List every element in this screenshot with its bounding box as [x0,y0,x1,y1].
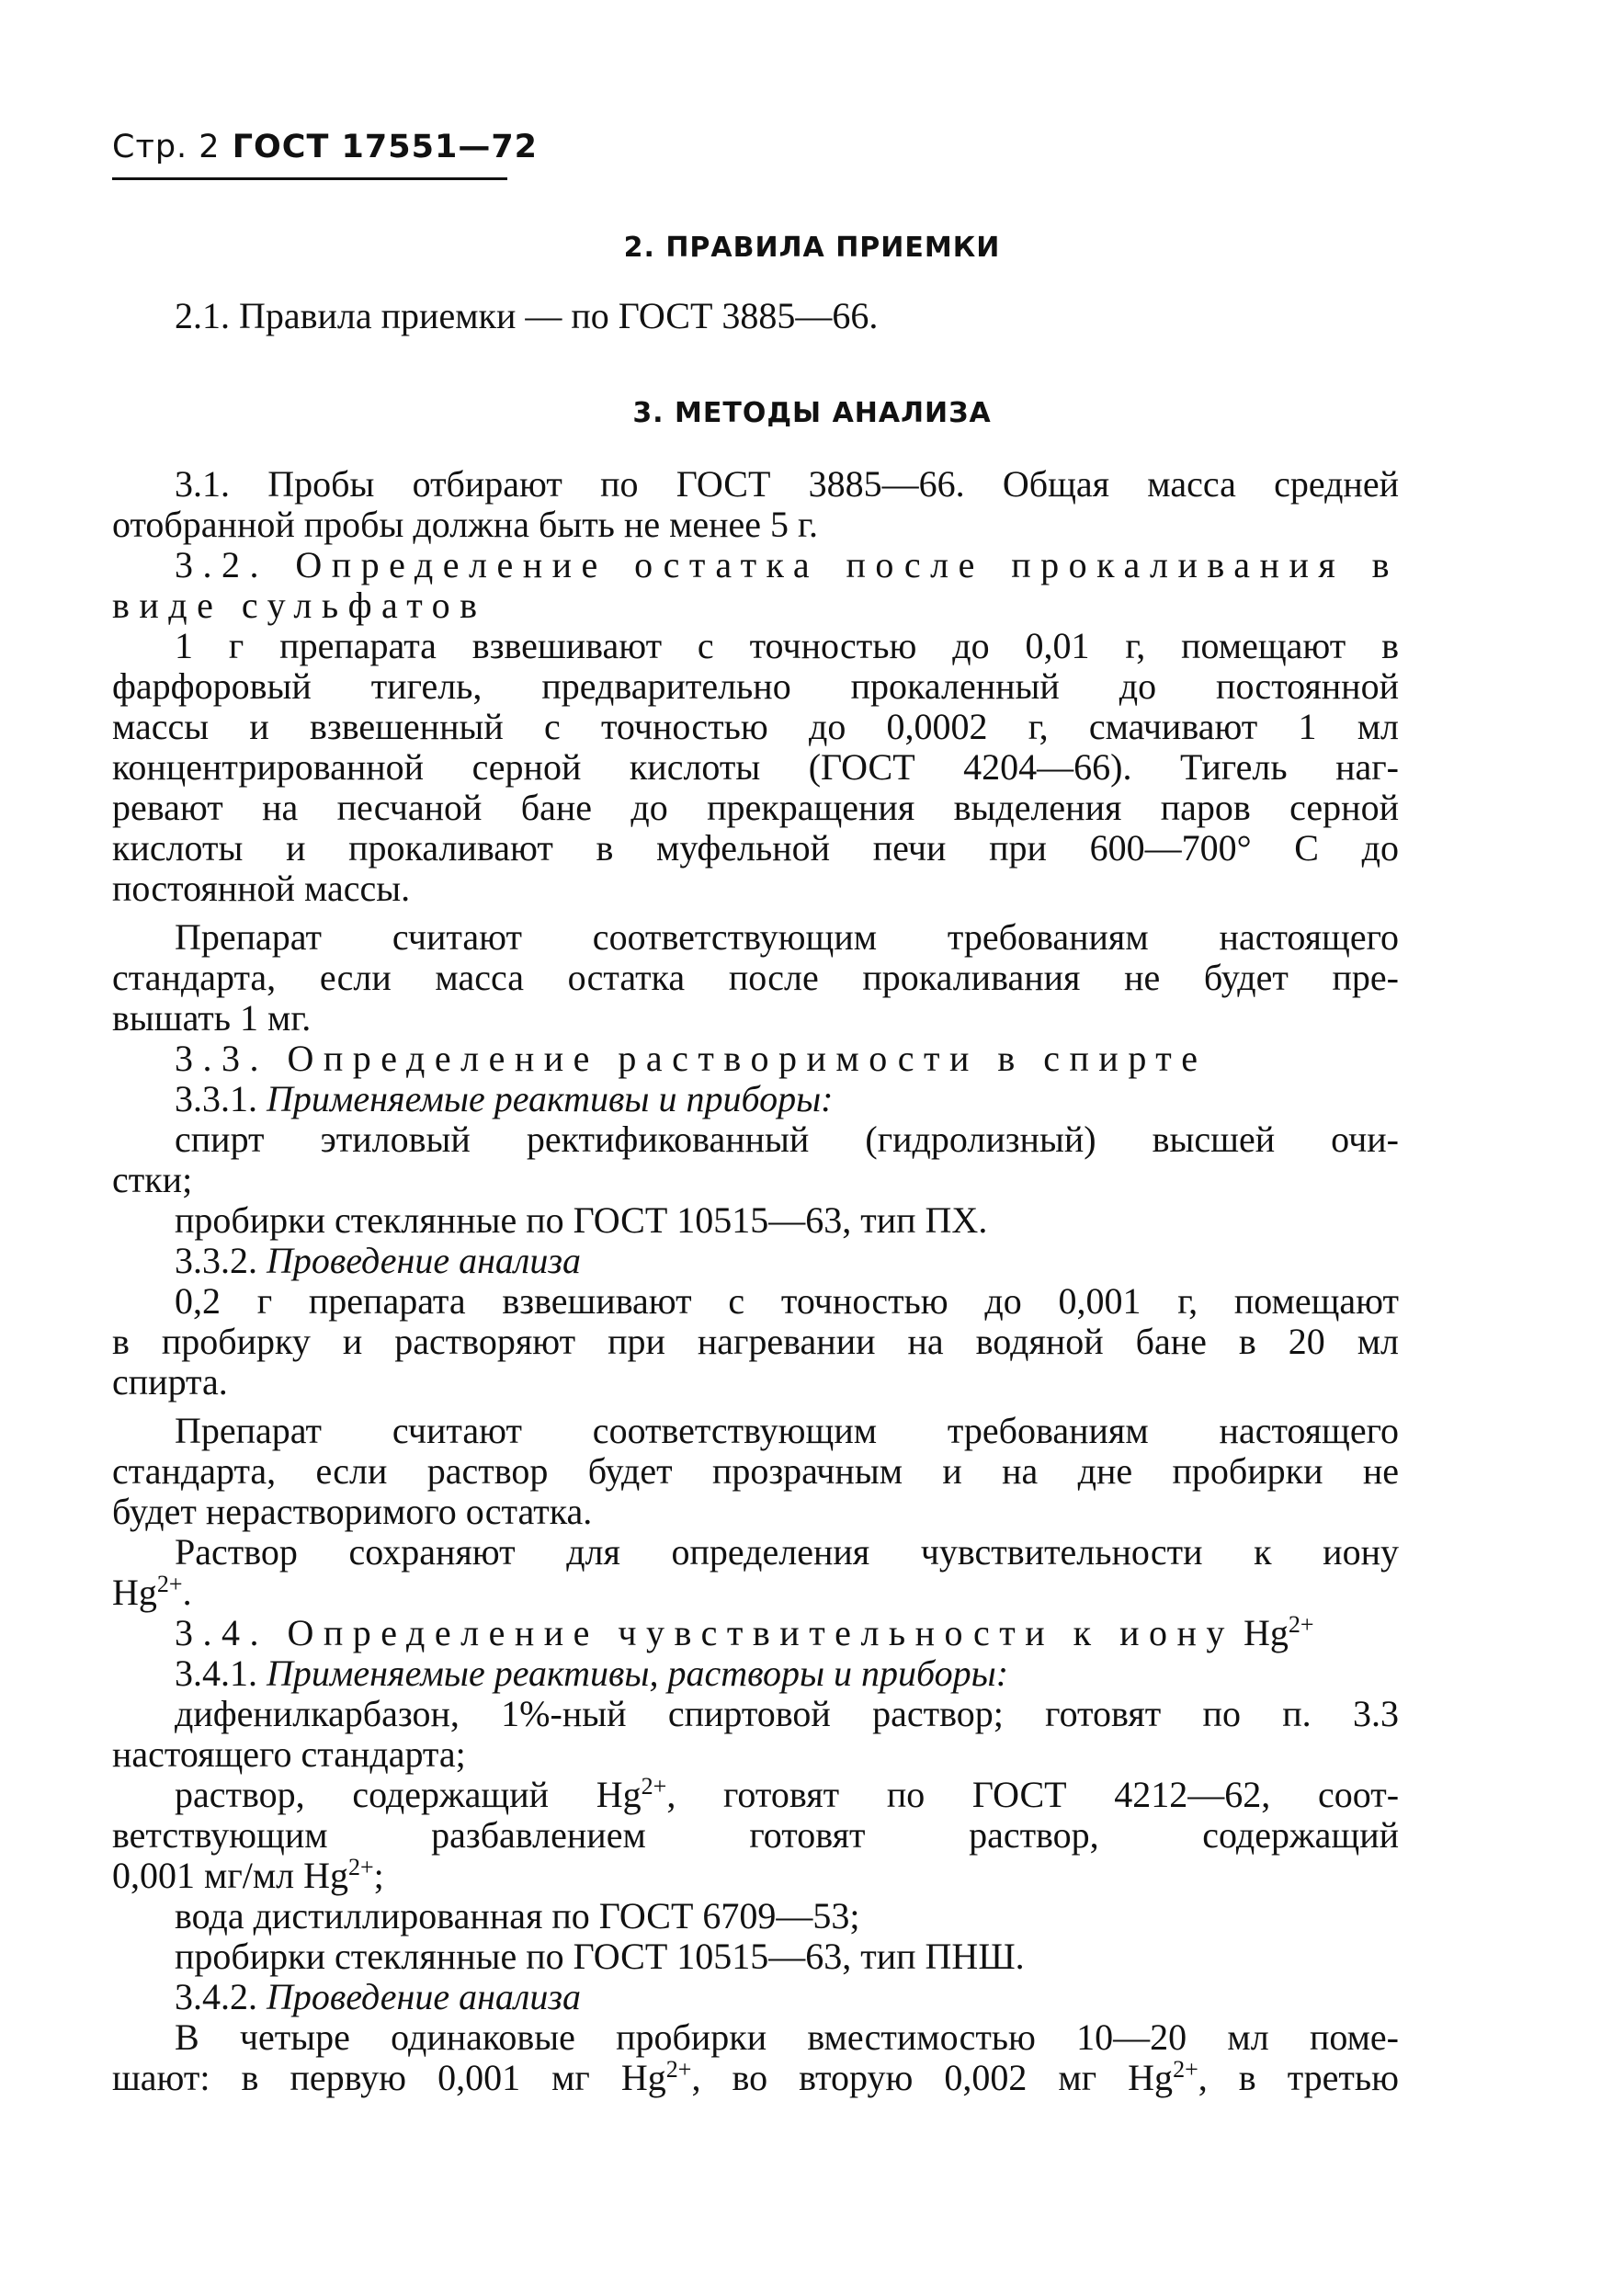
para-3-2-line1: 1 г препарата взвешивают с точностью до 0,01 г, помещают в [175,625,1399,666]
list-3-4-1-item3: вода дистиллированная по ГОСТ 6709—53; [175,1895,860,1936]
standard-number: ГОСТ 17551—72 [232,129,539,165]
para-3-3-2-keep-line1: Раствор сохраняют для определения чувствительности к иону [175,1531,1399,1573]
ion-charge: 2+ [348,1854,374,1880]
ion-symbol: Hg [112,1572,157,1613]
subheading-3-4-2-number: 3.4.2. [175,1976,257,2017]
subheading-3-3-2 [112,1241,1399,1281]
section-title-acceptance: 2. ПРАВИЛА ПРИЕМКИ [623,232,1001,264]
para-2-1: 2.1. Правила приемки — по ГОСТ 3885—66. [175,295,879,336]
para-3-3-2-req-line1: Препарат считают соответствующим требованиям настоящего [175,1410,1399,1451]
list-3-3-1-item1-line2: стки; [112,1159,193,1200]
ion-charge: 2+ [1288,1611,1314,1638]
subheading-3-4-2-title: Проведение анализа [267,1976,581,2017]
para-3-3-2-req-line3: будет нерастворимого остатка. [112,1491,593,1532]
para-3-3-2-line3: спирта. [112,1361,228,1403]
para-3-2-line3: массы и взвешенный с точностью до 0,0002 г, смачивают 1 мл [112,706,1399,747]
para-3-3-2-line2: в пробирку и растворяют при нагревании на водяной бане в 20 мл [112,1321,1399,1362]
para-3-3-2-keep-line2 [112,1573,1399,1613]
heading-3-2-line1: 3.2. Определение остатка после прокаливания в [175,544,1399,585]
running-head [112,129,538,165]
para-3-2-line5: ревают на песчаной бане до прекращения выделения паров серной [112,787,1399,828]
para-3-2-line6: кислоты и прокаливают в муфельной печи при 600—700° С до [112,827,1399,869]
list-3-4-1-item2-text3: 0,001 мг/мл [112,1855,295,1896]
subheading-3-4-1 [112,1653,1399,1694]
para-3-2-req-line2: стандарта, если масса остатка после прокаливания не будет пре- [112,957,1399,998]
para-3-2-req-line1: Препарат считают соответствующим требованиям настоящего [175,916,1399,958]
para-3-3-2-line1: 0,2 г препарата взвешивают с точностью до 0,001 г, помещают [175,1280,1399,1322]
heading-3-4 [112,1613,1399,1653]
subheading-3-3-2-title: Проведение анализа [267,1240,581,1281]
page-label: Стр. 2 [112,129,221,165]
ion-symbol: Hg [1243,1612,1289,1653]
para-3-1-line2: отобранной пробы должна быть не менее 5 г. [112,504,818,545]
para-3-3-2-req-line2: стандарта, если раствор будет прозрачным и на дне пробирки не [112,1450,1399,1492]
para-3-2-req-line3: вышать 1 мг. [112,997,312,1039]
subheading-3-4-1-number: 3.4.1. [175,1652,257,1694]
list-3-4-1-item2-line2: ветствующим разбавлением готовят раствор, содержащий [112,1814,1399,1856]
para-3-4-2-line2 [112,2058,1399,2098]
ion-charge: 2+ [665,2056,692,2083]
para-3-2-line2: фарфоровый тигель, предварительно прокаленный до постоянной [112,665,1399,707]
list-3-4-1-item2-text1: раствор, содержащий [175,1774,550,1815]
heading-3-3: 3.3. Определение растворимости в спирте [175,1038,1208,1079]
list-3-4-1-item1-line1: дифенилкарбазон, 1%-ный спиртовой раствор; готовят по п. 3.3 [175,1693,1399,1734]
ion-symbol: Hg [620,2057,666,2098]
para-3-2-line4: концентрированной серной кислоты (ГОСТ 4204—66). Тигель наг- [112,746,1399,788]
section-title-methods: 3. МЕТОДЫ АНАЛИЗА [632,397,992,429]
list-3-4-1-item1-line2: настоящего стандарта; [112,1733,466,1775]
para-3-4-2-text3: , в третью [1198,2057,1400,2098]
heading-3-4-text: 3.4. Определение чувствительности к иону [175,1612,1234,1653]
subheading-3-3-2-number: 3.3.2. [175,1240,257,1281]
subheading-3-3-1-number: 3.3.1. [175,1078,257,1119]
heading-3-2-line2: виде сульфатов [112,585,487,626]
list-3-4-1-item2-line1 [112,1775,1399,1815]
punctuation: . [182,1572,192,1613]
ion-symbol: Hg [1128,2057,1174,2098]
para-3-4-2-line1: В четыре одинаковые пробирки вместимостью 10—20 мл поме- [175,2016,1399,2058]
ion-charge: 2+ [641,1773,667,1800]
para-3-2-line7: постоянной массы. [112,868,411,909]
ion-symbol: Hg [596,1774,642,1815]
header-rule [112,177,507,180]
punctuation: ; [373,1855,384,1896]
ion-charge: 2+ [156,1571,183,1597]
subheading-3-3-1 [112,1079,1399,1119]
ion-charge: 2+ [1173,2056,1198,2083]
list-3-4-1-item2-text2: , готовят по ГОСТ 4212—62, соот- [666,1774,1400,1815]
para-3-4-2-text1: шают: в первую 0,001 мг [112,2057,590,2098]
list-3-4-1-item2-line3 [112,1856,1399,1896]
para-3-4-2-text2: , во вторую 0,002 мг [691,2057,1097,2098]
subheading-3-3-1-title: Применяемые реактивы и приборы: [267,1078,834,1119]
list-3-3-1-item1-line1: спирт этиловый ректификованный (гидролизный) высшей очи- [175,1119,1399,1160]
subheading-3-4-1-title: Применяемые реактивы, растворы и приборы: [267,1652,1009,1694]
para-3-1-line1: 3.1. Пробы отбирают по ГОСТ 3885—66. Общая масса средней [175,463,1399,505]
list-3-4-1-item4: пробирки стеклянные по ГОСТ 10515—63, тип ПНШ. [175,1936,1025,1977]
list-3-3-1-item2: пробирки стеклянные по ГОСТ 10515—63, тип ПХ. [175,1199,988,1241]
ion-symbol: Hg [303,1855,348,1896]
subheading-3-4-2 [112,1977,1399,2017]
